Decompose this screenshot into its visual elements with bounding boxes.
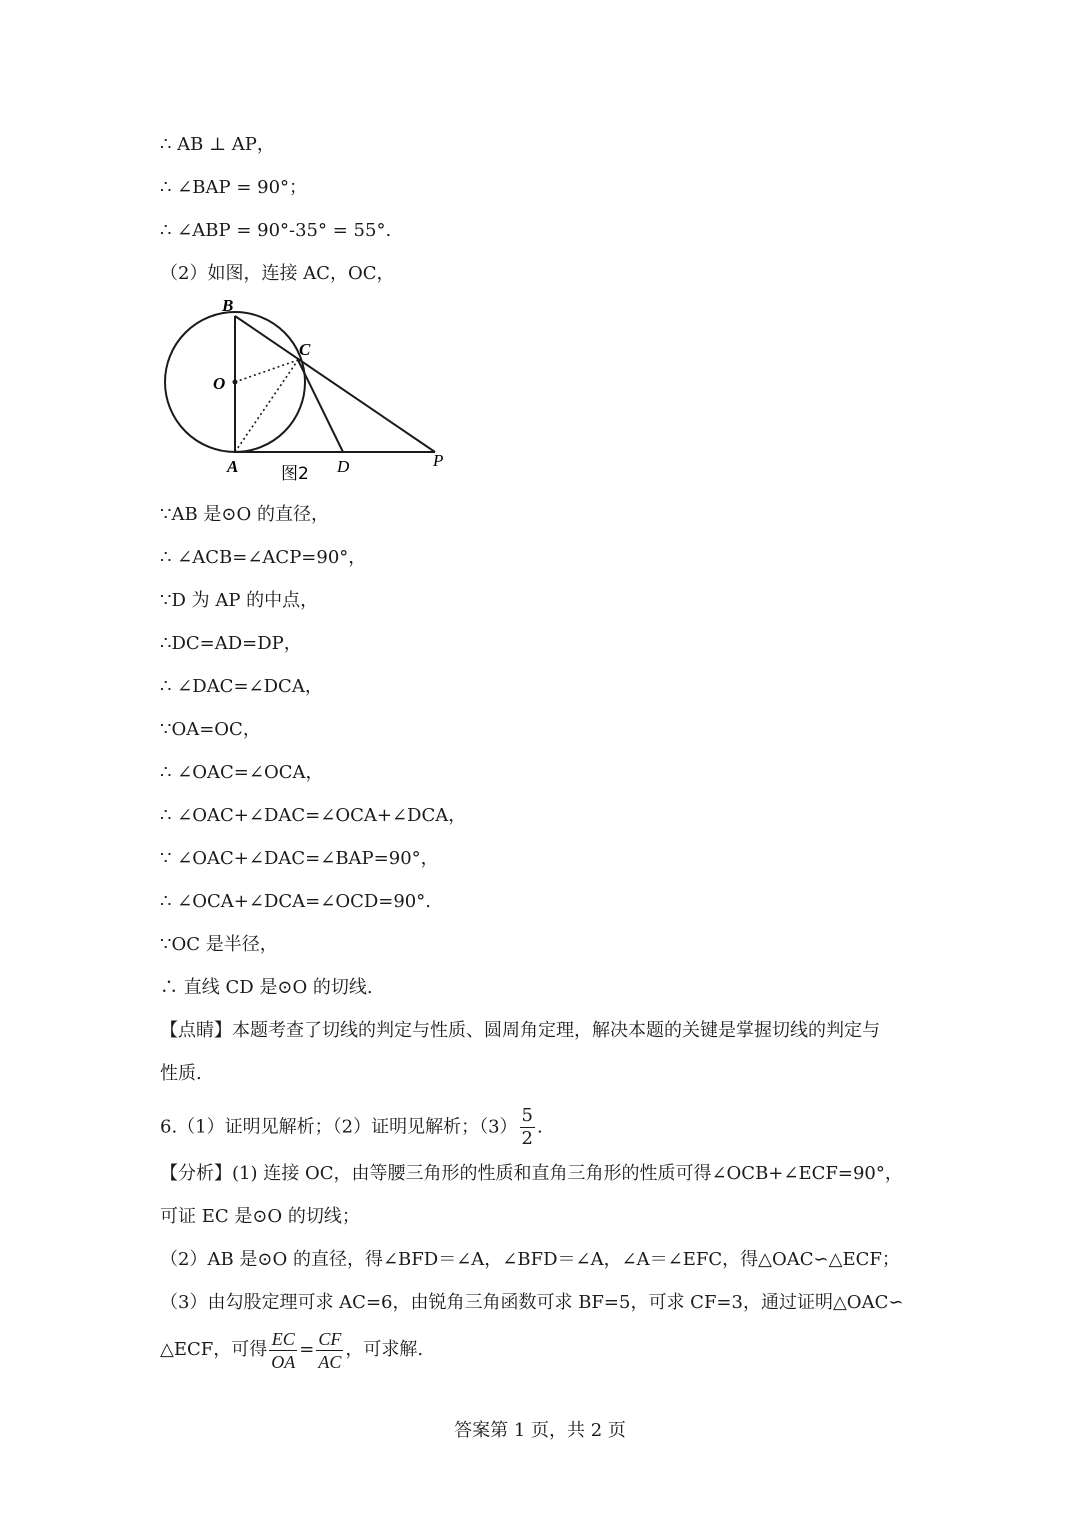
solution-line: ∴DC=AD=DP， [160,633,302,654]
answer-6-prefix: 6.（1）证明见解析；（2）证明见解析；（3） [160,1116,518,1138]
segment-bp [235,316,435,452]
solution-line: ∴ ∠OAC=∠OCA， [160,762,324,783]
label-p: P [433,451,444,470]
solution-line: ∵D 为 AP 的中点， [160,590,319,611]
solution-line: 可证 EC 是⊙O 的切线； [160,1206,360,1227]
label-o: O [213,374,226,393]
segment-oc-dotted [235,360,298,382]
center-point-o [233,380,238,385]
solution-line: ∴ AB ⊥ AP， [160,134,275,155]
fraction-denominator: OA [271,1351,296,1372]
solution-line: ∴ ∠OAC+∠DAC=∠OCA+∠DCA， [160,805,467,826]
answer-6-fraction [520,1105,535,1150]
figure-caption: 图2 [281,464,309,484]
label-c: C [299,340,311,359]
answer-6-line [160,1105,543,1150]
geometry-figure-2 [155,292,455,487]
answer-6-suffix: . [536,1116,543,1138]
solution-line: ∵OC 是半径， [160,934,278,955]
label-b: B [222,296,234,315]
solution-line: 【分析】(1) 连接 OC，由等腰三角形的性质和直角三角形的性质可得∠OCB+∠ECF=90°， [160,1163,903,1184]
solution-line: ∴ ∠ABP = 90°-35° = 55°. [160,220,392,241]
solution-line: ∴ ∠OCA+∠DCA=∠OCD=90°. [160,891,431,912]
solution-line: ∴ 直线 CD 是⊙O 的切线. [160,977,373,998]
fraction-ec-oa [269,1328,297,1373]
segment-ac-dotted [235,360,298,452]
last-line-prefix: △ECF，可得 [160,1339,268,1360]
solution-line: ∵AB 是⊙O 的直径， [160,504,329,525]
solution-line: （2）AB 是⊙O 的直径，得∠BFD＝∠A，∠BFD＝∠A，∠A＝∠EFC，得△OAC∽△ECF； [160,1249,900,1270]
label-a: A [227,457,239,476]
solution-line: 性质. [160,1063,202,1084]
fraction-cf-ac [316,1328,343,1373]
solution-line: ∴ ∠DAC=∠DCA， [160,676,323,697]
solution-line: ∵ ∠OAC+∠DAC=∠BAP=90°， [160,848,439,869]
last-analysis-line [160,1326,423,1374]
equals-sign: = [299,1339,315,1360]
page-footer: 答案第 1 页，共 2 页 [454,1420,626,1441]
fraction-denominator: 2 [521,1128,533,1149]
solution-line: ∴ ∠ACB=∠ACP=90°， [160,547,367,568]
solution-line: ∵OA=OC， [160,719,261,740]
solution-line: （3）由勾股定理可求 AC=6，由锐角三角函数可求 BF=5，可求 CF=3，通过证明△OAC∽ [160,1292,904,1313]
solution-line: ∴ ∠BAP = 90°； [160,177,308,198]
solution-line: （2）如图，连接 AC，OC， [160,263,395,284]
last-line-suffix: ，可求解. [345,1339,424,1360]
fraction-numerator: 5 [521,1105,533,1126]
fraction-numerator: EC [269,1328,297,1351]
solution-line: 【点睛】本题考查了切线的判定与性质、圆周角定理，解决本题的关键是掌握切线的判定与 [160,1020,880,1041]
label-d: D [337,457,350,476]
fraction-numerator: CF [318,1328,342,1349]
fraction-denominator: AC [318,1351,342,1372]
